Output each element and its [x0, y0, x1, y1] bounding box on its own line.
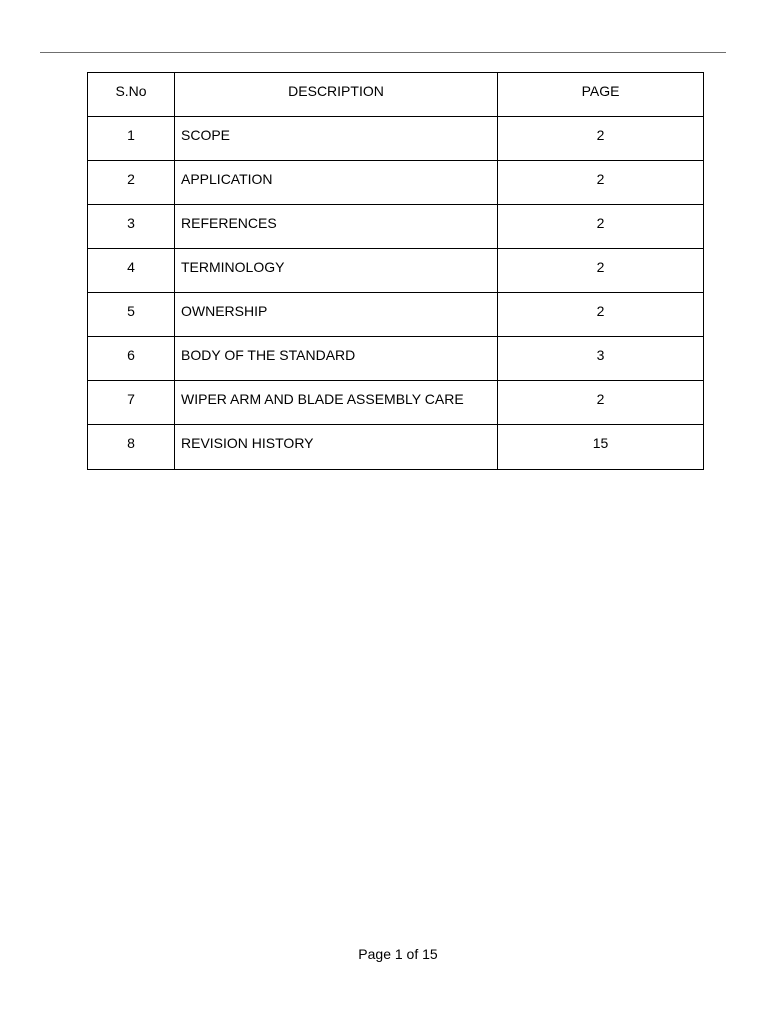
row-sno: 3: [127, 215, 135, 231]
row-description: WIPER ARM AND BLADE ASSEMBLY CARE: [181, 391, 464, 407]
row-description-cell: [175, 293, 498, 337]
row-description-cell: [175, 161, 498, 205]
row-description-cell: [175, 205, 498, 249]
row-sno-cell: [88, 425, 175, 470]
row-page: 3: [596, 347, 605, 363]
table-row: [88, 161, 704, 205]
row-description: REVISION HISTORY: [181, 435, 314, 451]
row-sno-cell: [88, 161, 175, 205]
row-page-cell: [498, 117, 704, 161]
page-number-footer: Page 1 of 15: [358, 946, 438, 962]
table-of-contents: [87, 72, 704, 470]
row-page: 2: [596, 259, 605, 275]
row-page-cell: [498, 161, 704, 205]
column-header-description: [175, 73, 498, 117]
row-sno: 4: [127, 259, 135, 275]
row-page: 2: [596, 391, 605, 407]
column-header-page-label: PAGE: [581, 83, 620, 99]
table-row: [88, 249, 704, 293]
row-description-cell: [175, 425, 498, 470]
table-header-row: [88, 73, 704, 117]
row-sno: 2: [127, 171, 135, 187]
row-sno-cell: [88, 249, 175, 293]
row-description: APPLICATION: [181, 171, 273, 187]
row-sno: 1: [127, 127, 135, 143]
table-row: [88, 337, 704, 381]
table-row: [88, 205, 704, 249]
column-header-sno: [88, 73, 175, 117]
table-row: [88, 293, 704, 337]
column-header-page: [498, 73, 704, 117]
row-page: 15: [592, 435, 609, 451]
row-sno: 8: [127, 435, 135, 451]
row-description-cell: [175, 337, 498, 381]
row-description-cell: [175, 249, 498, 293]
row-page-cell: [498, 205, 704, 249]
column-header-sno-label: S.No: [115, 83, 147, 99]
table-row: [88, 425, 704, 470]
row-sno-cell: [88, 381, 175, 425]
row-description: OWNERSHIP: [181, 303, 268, 319]
row-page: 2: [596, 127, 605, 143]
row-sno-cell: [88, 293, 175, 337]
row-sno: 5: [127, 303, 135, 319]
row-description-cell: [175, 117, 498, 161]
row-sno: 6: [127, 347, 135, 363]
row-page-cell: [498, 293, 704, 337]
row-description: REFERENCES: [181, 215, 277, 231]
row-page-cell: [498, 381, 704, 425]
table-row: [88, 381, 704, 425]
row-page: 2: [596, 303, 605, 319]
row-sno-cell: [88, 205, 175, 249]
column-header-description-label: DESCRIPTION: [288, 83, 384, 99]
row-page-cell: [498, 425, 704, 470]
row-page: 2: [596, 171, 605, 187]
row-description: SCOPE: [181, 127, 231, 143]
row-sno-cell: [88, 117, 175, 161]
header-rule: [40, 52, 726, 53]
row-description-cell: [175, 381, 498, 425]
row-page-cell: [498, 337, 704, 381]
row-page: 2: [596, 215, 605, 231]
row-sno-cell: [88, 337, 175, 381]
row-description: TERMINOLOGY: [181, 259, 285, 275]
row-sno: 7: [127, 391, 135, 407]
row-description: BODY OF THE STANDARD: [181, 347, 356, 363]
row-page-cell: [498, 249, 704, 293]
table-row: [88, 117, 704, 161]
